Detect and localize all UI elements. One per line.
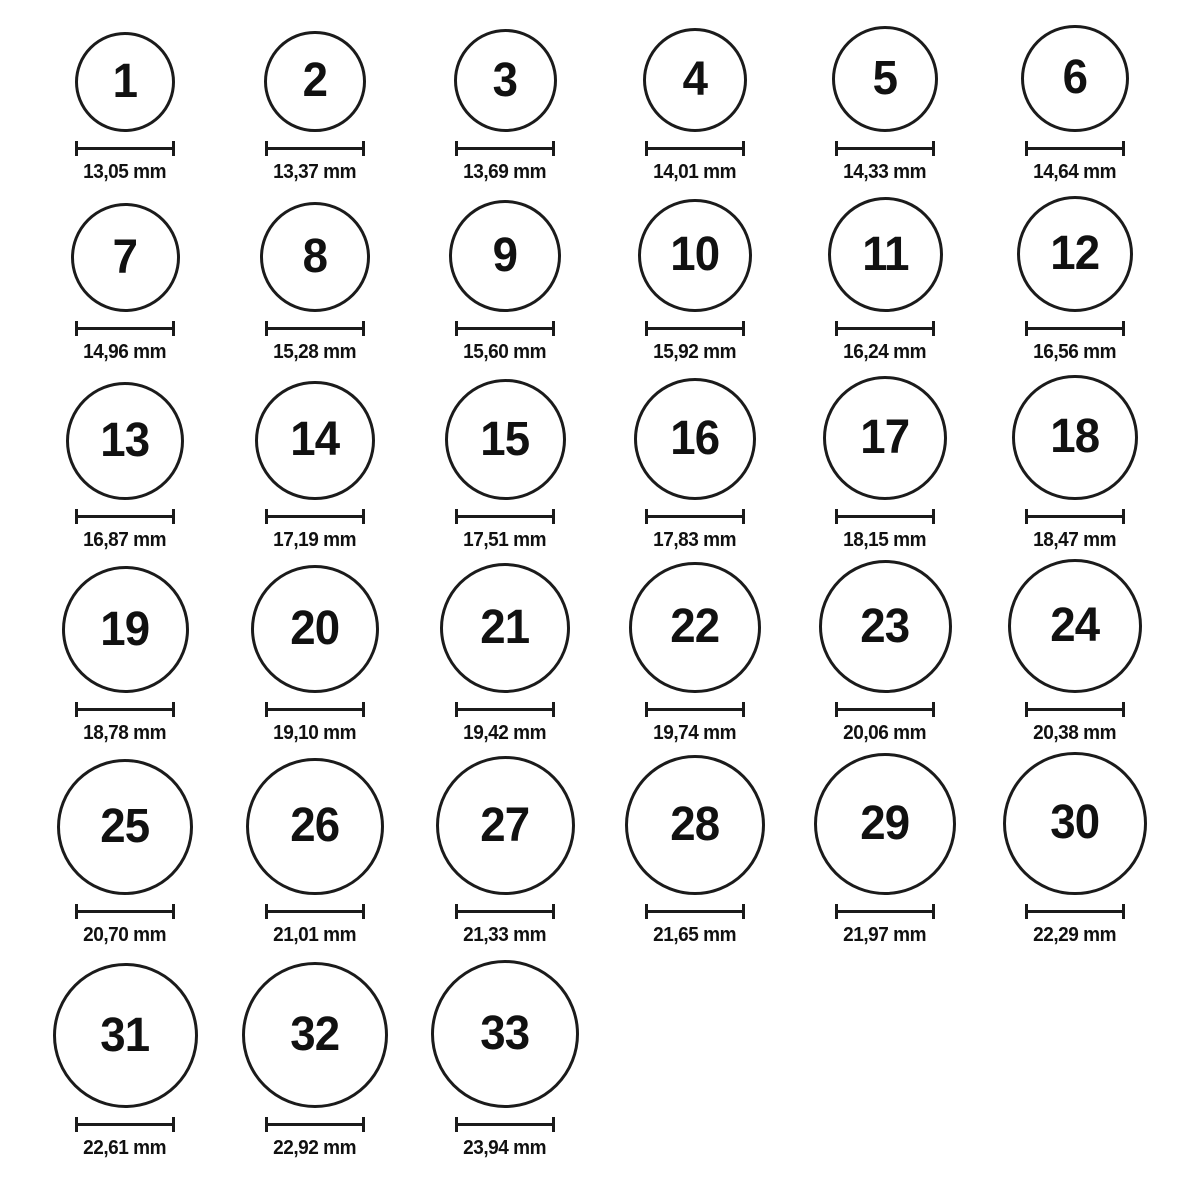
measure-bar [75, 910, 175, 913]
ring-size-item [600, 745, 790, 947]
diameter-measure-line [75, 321, 175, 336]
ring-circle [62, 566, 189, 693]
diameter-label: 22,92 mm [273, 1137, 357, 1159]
ring-size-number: 5 [872, 52, 898, 105]
measure-tick-right [1122, 141, 1125, 156]
measure-tick-right [362, 141, 365, 156]
measure-tick-right [362, 702, 365, 717]
measure-tick-right [932, 321, 935, 336]
ring-size-number: 32 [290, 1007, 340, 1061]
measure-tick-right [932, 702, 935, 717]
measure-tick-right [552, 702, 555, 717]
diameter-label: 13,37 mm [273, 161, 357, 183]
ring-circle [819, 560, 952, 693]
measure-bar [1025, 515, 1125, 518]
diameter-measure-line [265, 141, 365, 156]
ring-size-item [980, 0, 1170, 184]
ring-circle [814, 753, 956, 895]
ring-size-number: 25 [100, 800, 150, 853]
measure-bar [265, 327, 365, 330]
diameter-label: 22,61 mm [83, 1137, 167, 1159]
diameter-measure-line [645, 904, 745, 919]
measure-tick-right [742, 321, 745, 336]
measure-bar [265, 708, 365, 711]
ring-size-number: 29 [860, 797, 910, 850]
diameter-measure-line [835, 509, 935, 524]
diameter-label: 16,56 mm [1033, 341, 1117, 363]
diameter-label: 13,69 mm [463, 161, 547, 183]
ring-circle [75, 32, 175, 132]
diameter-measure-line [455, 1117, 555, 1132]
ring-size-number: 14 [290, 413, 340, 467]
measure-bar [455, 708, 555, 711]
measure-tick-right [932, 509, 935, 524]
measure-tick-right [362, 321, 365, 336]
ring-circle [445, 379, 566, 500]
diameter-label: 15,28 mm [273, 341, 357, 363]
ring-size-item [220, 364, 410, 552]
measure-tick-right [1122, 904, 1125, 919]
ring-size-number: 17 [860, 411, 910, 464]
chart-row [0, 364, 1200, 552]
ring-size-item [30, 745, 220, 947]
ring-size-item [30, 0, 220, 184]
measure-bar [265, 515, 365, 518]
diameter-measure-line [75, 904, 175, 919]
ring-size-number: 18 [1050, 410, 1100, 464]
diameter-label: 17,51 mm [463, 529, 547, 551]
ring-size-number: 31 [100, 1008, 150, 1062]
diameter-label: 14,01 mm [653, 161, 737, 183]
diameter-measure-line [1025, 904, 1125, 919]
ring-circle [1008, 559, 1143, 694]
diameter-label: 18,15 mm [843, 529, 927, 551]
diameter-measure-line [645, 509, 745, 524]
ring-size-number: 28 [670, 797, 720, 851]
diameter-label: 20,06 mm [843, 722, 927, 744]
ring-size-number: 3 [492, 53, 518, 107]
ring-circle [66, 382, 184, 500]
diameter-label: 15,60 mm [463, 341, 547, 363]
diameter-label: 17,19 mm [273, 529, 357, 551]
ring-size-number: 7 [112, 230, 138, 284]
ring-circle [1003, 752, 1147, 896]
ring-size-item [790, 184, 980, 364]
diameter-measure-line [75, 141, 175, 156]
measure-bar [75, 1123, 175, 1126]
diameter-label: 14,96 mm [83, 341, 167, 363]
ring-size-number: 12 [1050, 226, 1100, 280]
measure-bar [455, 1123, 555, 1126]
ring-size-number: 26 [290, 799, 340, 853]
measure-bar [455, 147, 555, 150]
ring-size-number: 16 [670, 411, 720, 465]
measure-bar [75, 147, 175, 150]
measure-tick-right [172, 904, 175, 919]
measure-bar [1025, 147, 1125, 150]
measure-tick-right [362, 509, 365, 524]
ring-size-item [980, 364, 1170, 552]
ring-size-item [410, 0, 600, 184]
measure-tick-right [742, 141, 745, 156]
diameter-measure-line [455, 904, 555, 919]
measure-bar [835, 147, 935, 150]
diameter-measure-line [835, 702, 935, 717]
ring-size-number: 27 [480, 798, 530, 852]
ring-size-number: 8 [302, 229, 328, 283]
diameter-measure-line [265, 509, 365, 524]
diameter-measure-line [1025, 141, 1125, 156]
ring-circle [828, 197, 943, 312]
ring-size-item [220, 947, 410, 1160]
diameter-measure-line [455, 702, 555, 717]
ring-size-number: 6 [1062, 51, 1088, 105]
diameter-label: 20,38 mm [1033, 722, 1117, 744]
ring-size-item [600, 364, 790, 552]
ring-circle [625, 755, 766, 896]
measure-bar [835, 327, 935, 330]
diameter-label: 16,87 mm [83, 529, 167, 551]
diameter-measure-line [1025, 509, 1125, 524]
diameter-label: 19,74 mm [653, 722, 737, 744]
ring-circle [260, 202, 371, 313]
measure-bar [265, 1123, 365, 1126]
diameter-measure-line [75, 1117, 175, 1132]
ring-size-number: 4 [682, 52, 708, 106]
measure-bar [75, 515, 175, 518]
diameter-label: 19,42 mm [463, 722, 547, 744]
measure-bar [75, 708, 175, 711]
ring-size-item [220, 184, 410, 364]
ring-size-number: 2 [302, 54, 328, 108]
ring-size-number: 19 [100, 602, 150, 656]
diameter-label: 21,97 mm [843, 924, 927, 946]
measure-bar [835, 708, 935, 711]
measure-tick-right [362, 1117, 365, 1132]
measure-bar [265, 147, 365, 150]
ring-size-number: 33 [480, 1007, 530, 1060]
ring-circle [440, 563, 570, 693]
ring-size-number: 20 [290, 601, 340, 655]
ring-circle [71, 203, 180, 312]
ring-size-number: 9 [492, 229, 518, 282]
measure-tick-right [932, 141, 935, 156]
ring-size-item [980, 552, 1170, 745]
chart-row [0, 0, 1200, 184]
diameter-label: 21,33 mm [463, 924, 547, 946]
diameter-measure-line [835, 321, 935, 336]
diameter-measure-line [835, 904, 935, 919]
measure-tick-right [172, 1117, 175, 1132]
measure-tick-right [932, 904, 935, 919]
diameter-label: 20,70 mm [83, 924, 167, 946]
measure-tick-right [742, 904, 745, 919]
ring-circle [53, 963, 198, 1108]
ring-circle [454, 29, 557, 132]
ring-size-item [980, 745, 1170, 947]
ring-circle [832, 26, 938, 132]
ring-circle [449, 200, 561, 312]
ring-size-item [410, 364, 600, 552]
ring-size-number: 11 [861, 227, 909, 281]
diameter-measure-line [265, 702, 365, 717]
measure-bar [455, 327, 555, 330]
ring-size-number: 1 [112, 55, 138, 108]
measure-tick-right [552, 1117, 555, 1132]
ring-size-number: 24 [1050, 598, 1100, 652]
ring-size-item [790, 552, 980, 745]
measure-tick-right [552, 904, 555, 919]
diameter-measure-line [455, 141, 555, 156]
measure-tick-right [362, 904, 365, 919]
measure-bar [835, 515, 935, 518]
diameter-measure-line [1025, 702, 1125, 717]
ring-size-item [410, 552, 600, 745]
measure-bar [75, 327, 175, 330]
ring-circle [629, 562, 761, 694]
diameter-label: 16,24 mm [843, 341, 927, 363]
diameter-measure-line [455, 509, 555, 524]
ring-circle [634, 378, 757, 501]
ring-size-number: 10 [670, 228, 720, 282]
ring-size-item [790, 745, 980, 947]
ring-circle [242, 962, 389, 1109]
measure-bar [455, 515, 555, 518]
diameter-label: 19,10 mm [273, 722, 357, 744]
diameter-measure-line [645, 141, 745, 156]
measure-bar [645, 515, 745, 518]
measure-tick-right [1122, 702, 1125, 717]
diameter-label: 15,92 mm [653, 341, 737, 363]
ring-size-item [30, 947, 220, 1160]
measure-bar [1025, 910, 1125, 913]
ring-size-number: 22 [670, 600, 720, 654]
measure-tick-right [1122, 321, 1125, 336]
ring-size-item [220, 552, 410, 745]
ring-circle [255, 381, 375, 501]
diameter-measure-line [265, 321, 365, 336]
measure-bar [265, 910, 365, 913]
measure-tick-right [172, 509, 175, 524]
measure-bar [835, 910, 935, 913]
ring-circle [1012, 375, 1138, 501]
ring-circle [823, 376, 947, 500]
diameter-label: 14,64 mm [1033, 161, 1117, 183]
measure-tick-right [172, 321, 175, 336]
ring-size-item [600, 184, 790, 364]
ring-size-item [980, 184, 1170, 364]
ring-size-item [410, 745, 600, 947]
ring-size-number: 15 [480, 412, 530, 466]
measure-bar [645, 327, 745, 330]
ring-size-item [600, 0, 790, 184]
measure-bar [1025, 708, 1125, 711]
ring-circle [264, 31, 366, 133]
diameter-label: 17,83 mm [653, 529, 737, 551]
measure-bar [645, 910, 745, 913]
measure-tick-right [742, 509, 745, 524]
ring-circle [1021, 25, 1129, 133]
diameter-label: 14,33 mm [843, 161, 927, 183]
measure-tick-right [742, 702, 745, 717]
measure-bar [455, 910, 555, 913]
ring-size-item [790, 364, 980, 552]
diameter-label: 18,78 mm [83, 722, 167, 744]
ring-size-item [30, 364, 220, 552]
diameter-measure-line [265, 904, 365, 919]
measure-bar [645, 147, 745, 150]
chart-row [0, 947, 1200, 1160]
ring-size-number: 21 [480, 601, 530, 654]
ring-circle [638, 199, 752, 313]
chart-row [0, 745, 1200, 947]
ring-size-number: 30 [1050, 796, 1100, 850]
diameter-label: 22,29 mm [1033, 924, 1117, 946]
ring-size-item [790, 0, 980, 184]
diameter-measure-line [1025, 321, 1125, 336]
ring-circle [431, 960, 579, 1108]
measure-bar [645, 708, 745, 711]
ring-circle [251, 565, 380, 694]
diameter-measure-line [75, 509, 175, 524]
diameter-measure-line [265, 1117, 365, 1132]
ring-size-number: 13 [100, 414, 150, 467]
measure-tick-right [552, 321, 555, 336]
measure-tick-right [1122, 509, 1125, 524]
ring-circle [643, 28, 748, 133]
ring-size-item [600, 552, 790, 745]
measure-tick-right [172, 702, 175, 717]
diameter-label: 18,47 mm [1033, 529, 1117, 551]
diameter-label: 23,94 mm [463, 1137, 547, 1159]
ring-circle [436, 756, 575, 895]
diameter-label: 13,05 mm [83, 161, 167, 183]
diameter-measure-line [645, 702, 745, 717]
ring-circle [1017, 196, 1134, 313]
measure-tick-right [552, 141, 555, 156]
diameter-measure-line [75, 702, 175, 717]
ring-size-item [220, 0, 410, 184]
ring-size-item [410, 184, 600, 364]
diameter-measure-line [645, 321, 745, 336]
measure-bar [1025, 327, 1125, 330]
chart-row [0, 184, 1200, 364]
diameter-label: 21,01 mm [273, 924, 357, 946]
diameter-measure-line [835, 141, 935, 156]
ring-size-item [30, 184, 220, 364]
diameter-label: 21,65 mm [653, 924, 737, 946]
ring-size-number: 23 [860, 599, 910, 653]
ring-size-item [220, 745, 410, 947]
ring-circle [246, 758, 384, 896]
ring-circle [57, 759, 193, 895]
chart-row [0, 552, 1200, 745]
diameter-measure-line [455, 321, 555, 336]
ring-size-item [30, 552, 220, 745]
measure-tick-right [552, 509, 555, 524]
ring-size-item [410, 947, 600, 1160]
measure-tick-right [172, 141, 175, 156]
